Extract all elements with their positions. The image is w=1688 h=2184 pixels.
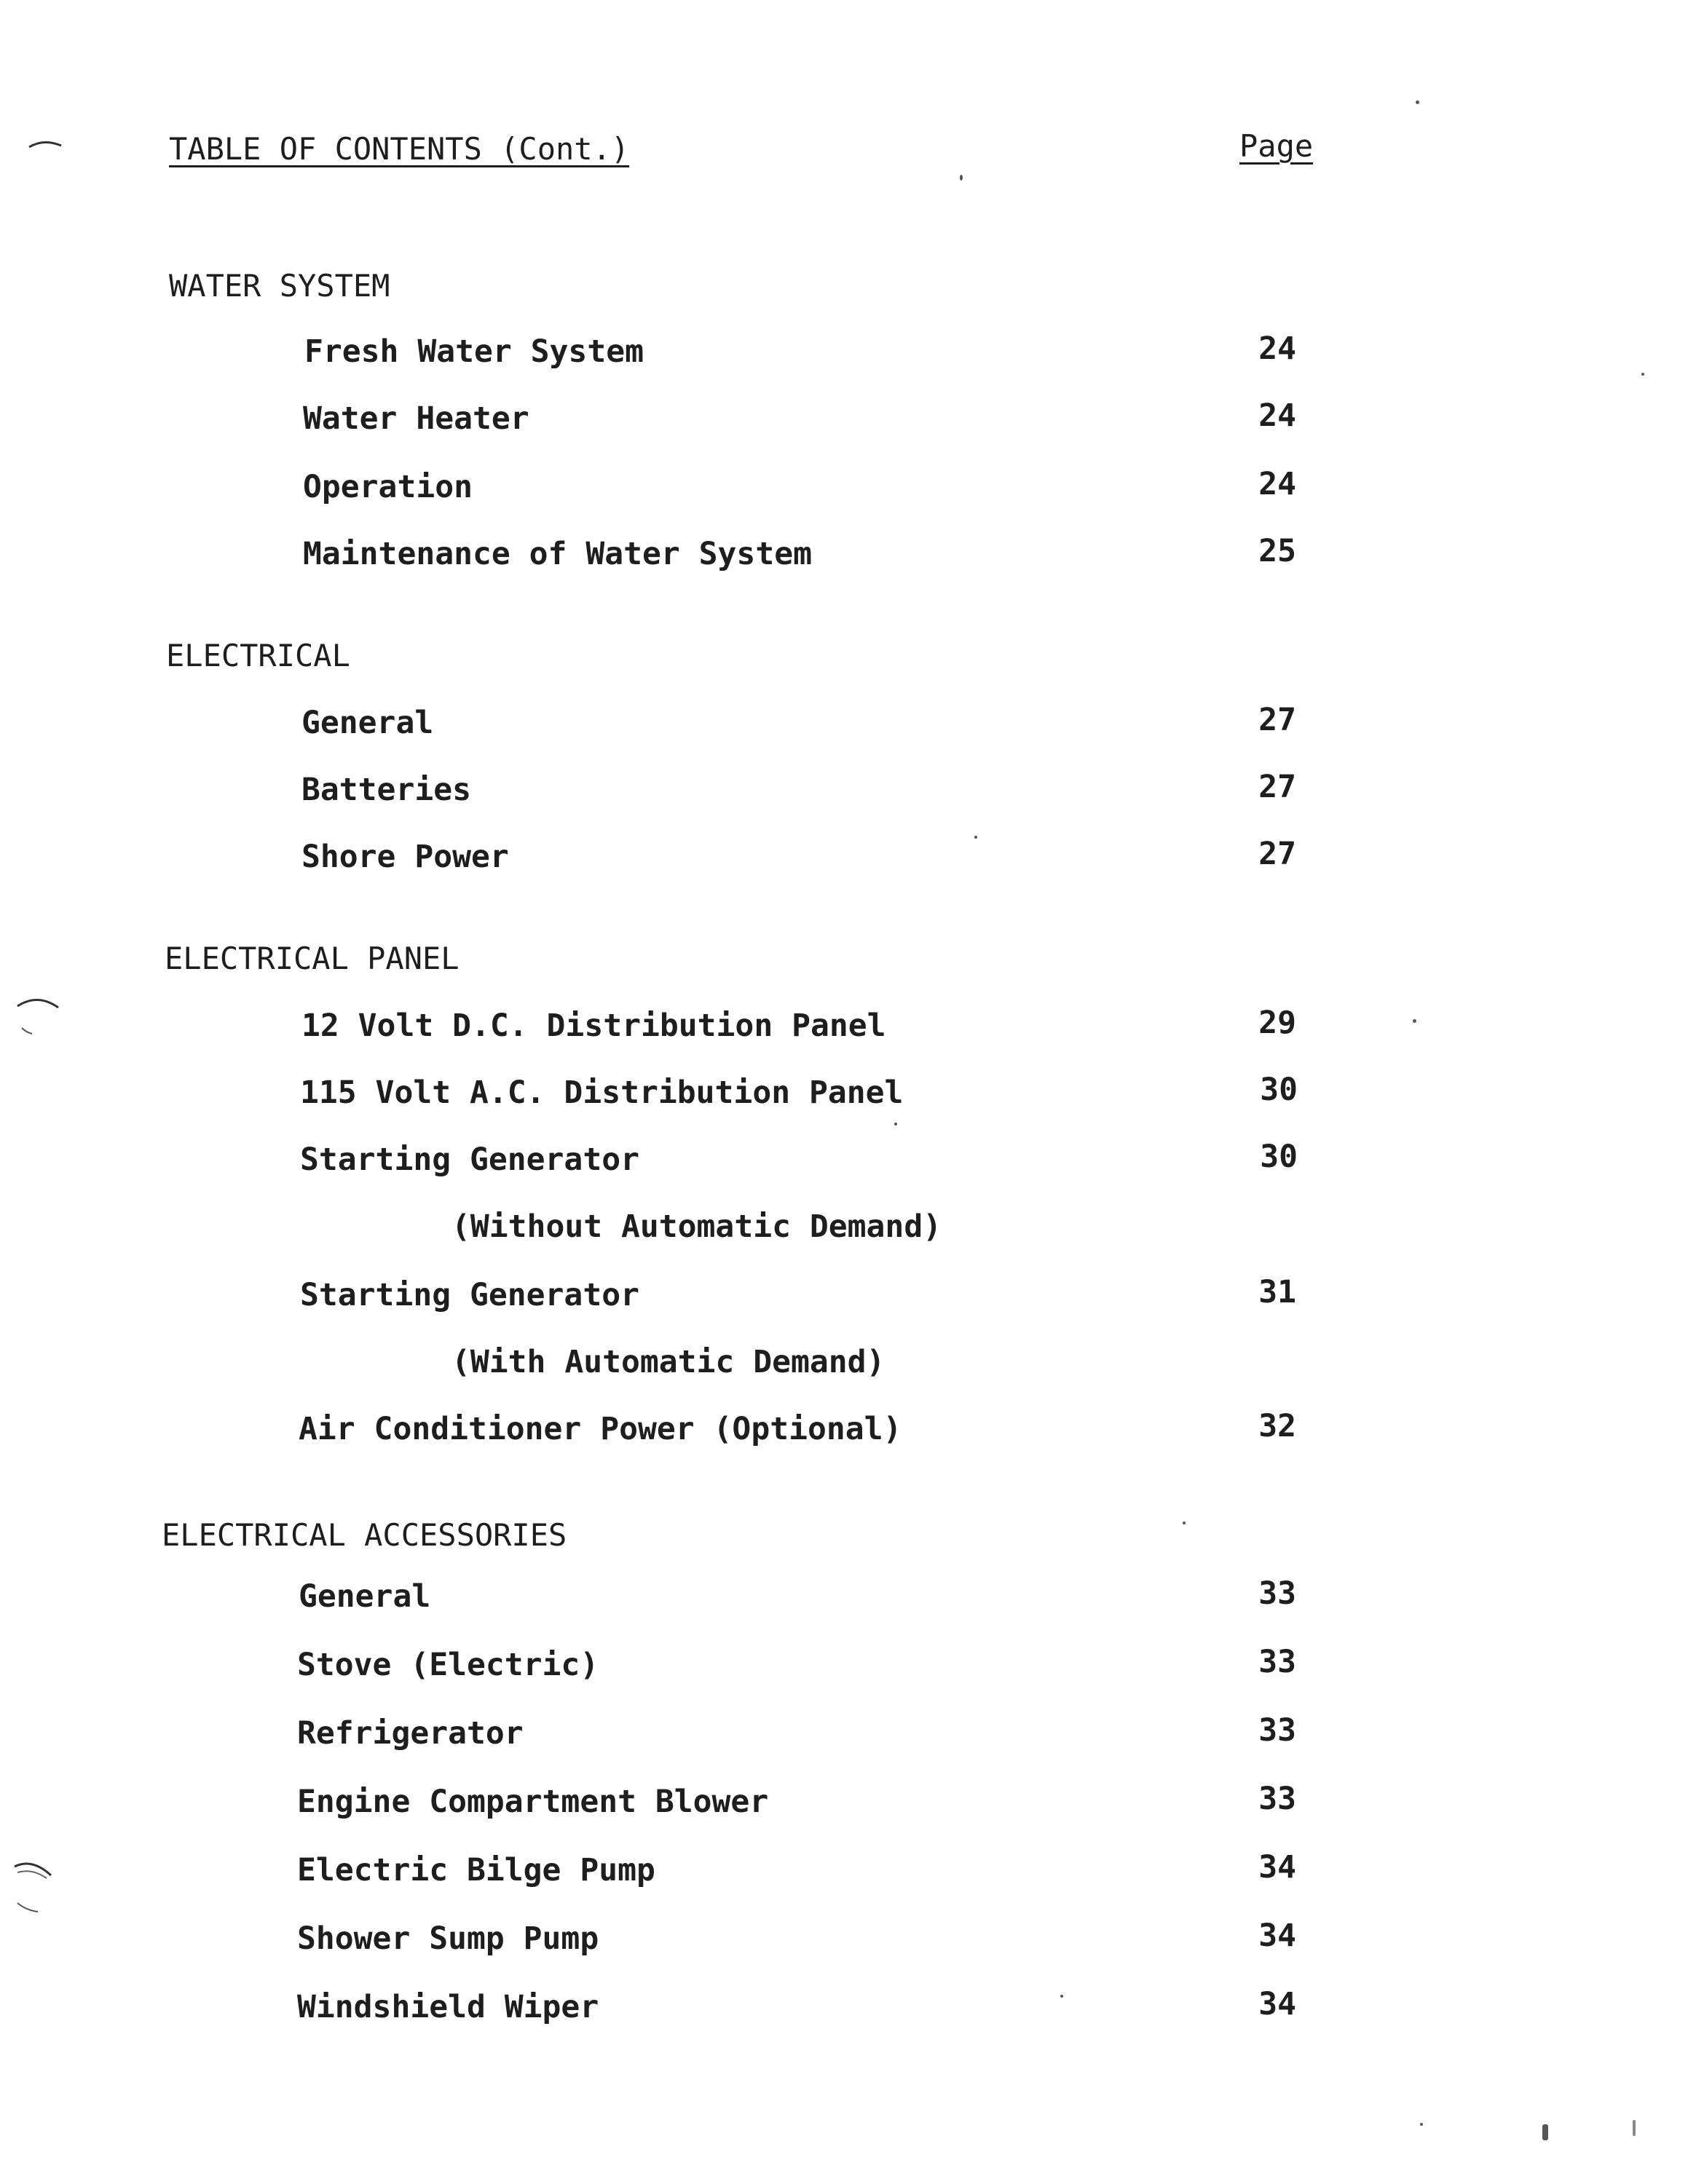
toc-entry-page: 34 — [1258, 1986, 1296, 2022]
toc-entry-page: 27 — [1258, 769, 1296, 805]
binder-hole-mark-bottom — [10, 1853, 61, 1919]
speck — [1060, 1995, 1063, 1998]
toc-entry-page: 25 — [1258, 533, 1296, 569]
speck — [1183, 1522, 1186, 1524]
toc-entry: Engine Compartment Blower — [297, 1784, 769, 1820]
toc-entry-page: 32 — [1258, 1408, 1296, 1444]
section-heading-electrical-panel: ELECTRICAL PANEL — [165, 941, 460, 976]
toc-entry-page: 29 — [1258, 1005, 1296, 1041]
toc-entry: General — [301, 705, 434, 741]
speck — [1641, 373, 1644, 376]
toc-entry-page: 27 — [1258, 702, 1296, 738]
toc-entry: Batteries — [301, 772, 471, 808]
toc-entry-page: 33 — [1258, 1712, 1296, 1749]
speck — [974, 836, 977, 839]
toc-entry: Starting Generator — [300, 1277, 639, 1313]
toc-entry: Fresh Water System — [304, 333, 644, 370]
toc-entry: 115 Volt A.C. Distribution Panel — [300, 1075, 904, 1111]
toc-entry-page: 33 — [1258, 1781, 1296, 1817]
toc-entry: Windshield Wiper — [297, 1989, 599, 2025]
toc-entry-page: 33 — [1258, 1575, 1296, 1612]
speck — [1542, 2124, 1548, 2140]
toc-entry-note: (Without Automatic Demand) — [451, 1208, 942, 1245]
toc-entry-note: (With Automatic Demand) — [451, 1344, 886, 1380]
speck — [1416, 100, 1419, 104]
speck — [1413, 1019, 1416, 1023]
toc-entry: Water Heater — [303, 400, 529, 437]
section-heading-water-system: WATER SYSTEM — [169, 268, 390, 304]
speck — [1633, 2120, 1636, 2136]
section-heading-electrical: ELECTRICAL — [166, 638, 350, 673]
section-heading-electrical-accessories: ELECTRICAL ACCESSORIES — [162, 1517, 567, 1553]
binder-hole-mark-top — [26, 135, 70, 157]
speck — [960, 175, 963, 181]
toc-entry: Shower Sump Pump — [297, 1920, 599, 1957]
toc-entry-page: 24 — [1258, 466, 1296, 502]
toc-entry: Stove (Electric) — [297, 1647, 599, 1683]
toc-entry: Maintenance of Water System — [303, 536, 812, 572]
toc-entry-page: 33 — [1258, 1644, 1296, 1680]
toc-entry-page: 31 — [1258, 1274, 1296, 1310]
toc-entry-page: 24 — [1258, 331, 1296, 367]
toc-entry-page: 34 — [1258, 1918, 1296, 1954]
toc-entry-page: 27 — [1258, 836, 1296, 872]
binder-hole-mark-middle — [13, 992, 64, 1042]
toc-entry-page: 24 — [1258, 397, 1296, 434]
toc-entry-page: 30 — [1260, 1139, 1298, 1175]
speck — [894, 1123, 897, 1125]
toc-entry: General — [299, 1578, 431, 1615]
toc-entry: Electric Bilge Pump — [297, 1852, 655, 1888]
toc-entry-page: 30 — [1260, 1072, 1298, 1108]
page-column-label: Page — [1239, 128, 1314, 164]
toc-entry: Air Conditioner Power (Optional) — [299, 1411, 902, 1447]
page-title: TABLE OF CONTENTS (Cont.) — [169, 131, 630, 167]
toc-entry: Refrigerator — [297, 1715, 524, 1752]
toc-entry: Shore Power — [301, 839, 509, 875]
toc-entry-page: 34 — [1258, 1849, 1296, 1886]
toc-entry: 12 Volt D.C. Distribution Panel — [301, 1008, 886, 1044]
toc-entry: Starting Generator — [300, 1142, 639, 1178]
speck — [1420, 2123, 1423, 2126]
toc-entry: Operation — [303, 469, 473, 505]
